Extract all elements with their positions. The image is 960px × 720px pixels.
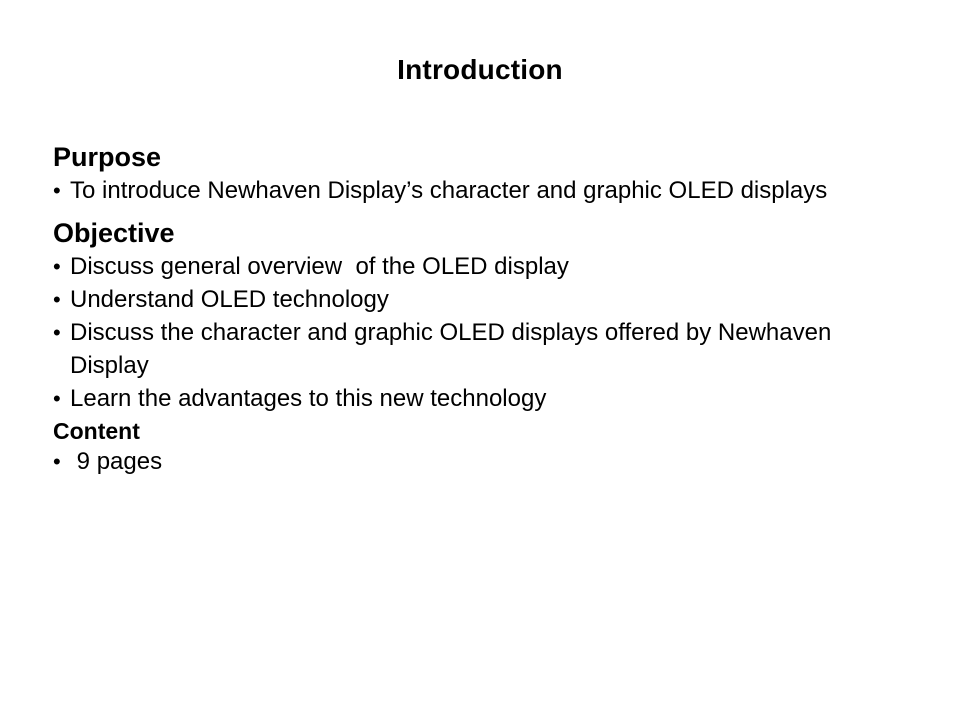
bullet-icon: •: [53, 449, 61, 474]
list-item: [53, 316, 877, 382]
bullet-text: Understand OLED technology: [70, 286, 389, 313]
list-item: [53, 283, 877, 316]
bullet-icon: •: [53, 178, 61, 203]
slide-body: [53, 141, 877, 478]
list-item: [53, 445, 877, 478]
bullet-icon: •: [53, 386, 61, 411]
bullet-text: Discuss general overview of the OLED display: [70, 253, 569, 280]
section-heading-objective: Objective: [53, 218, 175, 248]
bullet-icon: •: [53, 287, 61, 312]
bullet-text: Learn the advantages to this new technology: [70, 385, 547, 412]
bullet-text: 9 pages: [70, 448, 163, 475]
section-heading-purpose: Purpose: [53, 142, 162, 172]
section-heading-content: Content: [53, 418, 140, 444]
list-item: [53, 382, 877, 415]
bullet-text: To introduce Newhaven Display’s character and graphic OLED displays: [70, 177, 828, 204]
list-item: [53, 250, 877, 283]
slide-title: Introduction: [397, 54, 563, 85]
bullet-icon: •: [53, 320, 61, 345]
list-item: [53, 174, 877, 207]
bullet-text: Discuss the character and graphic OLED displays offered by Newhaven Display: [70, 319, 838, 379]
bullet-icon: •: [53, 254, 61, 279]
